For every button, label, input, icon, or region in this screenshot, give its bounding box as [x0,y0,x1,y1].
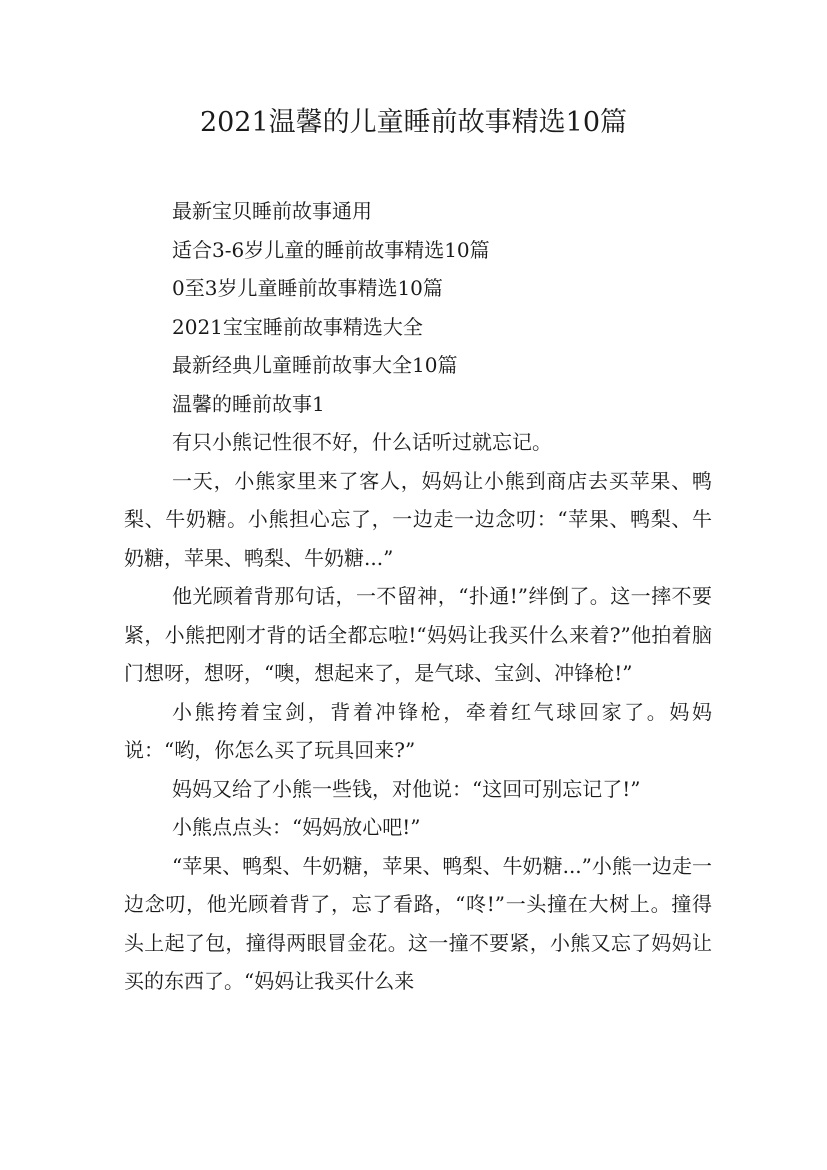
story-heading: 温馨的睡前故事1 [172,391,325,416]
document-body [124,192,712,1001]
toc-item: 最新宝贝睡前故事通用 [172,199,372,223]
story-paragraph: 妈妈又给了小熊一些钱，对他说：“这回可别忘记了!” [172,776,641,801]
story-paragraph: 有只小熊记性很不好，什么话听过就忘记。 [172,430,552,454]
story-paragraph: 小熊点点头：“妈妈放心吧!” [172,815,421,839]
toc-item: 适合3-6岁儿童的睡前故事精选10篇 [172,237,490,262]
story-paragraph: 小熊挎着宝剑，背着冲锋枪，牵着红气球回家了。妈妈说：“哟，你怎么买了玩具回来?” [124,699,712,762]
toc-item: 最新经典儿童睡前故事大全10篇 [172,353,458,377]
story-paragraph: 他光顾着背那句话，一不留神，“扑通!”绊倒了。这一摔不要紧，小熊把刚才背的话全都忘啦!“妈妈让我买什么来着?”他拍着脑门想呀，想呀，“噢，想起来了，是气球、宝剑、冲锋枪!” [124,584,712,685]
story-paragraph: “苹果、鸭梨、牛奶糖，苹果、鸭梨、牛奶糖...”小熊一边走一边念叨，他光顾着背了，忘了看路，“咚!”一头撞在大树上。撞得头上起了包，撞得两眼冒金花。这一撞不要紧，小熊又忘了妈妈让买的东西了。“妈妈让我买什么来 [124,853,712,993]
story-paragraph: 一天，小熊家里来了客人，妈妈让小熊到商店去买苹果、鸭梨、牛奶糖。小熊担心忘了，一边走一边念叨：“苹果、鸭梨、牛奶糖，苹果、鸭梨、牛奶糖...” [124,468,712,570]
toc-item: 0至3岁儿童睡前故事精选10篇 [172,276,443,300]
document-title: 2021温馨的儿童睡前故事精选10篇 [199,107,628,138]
toc-item: 2021宝宝睡前故事精选大全 [172,314,423,339]
